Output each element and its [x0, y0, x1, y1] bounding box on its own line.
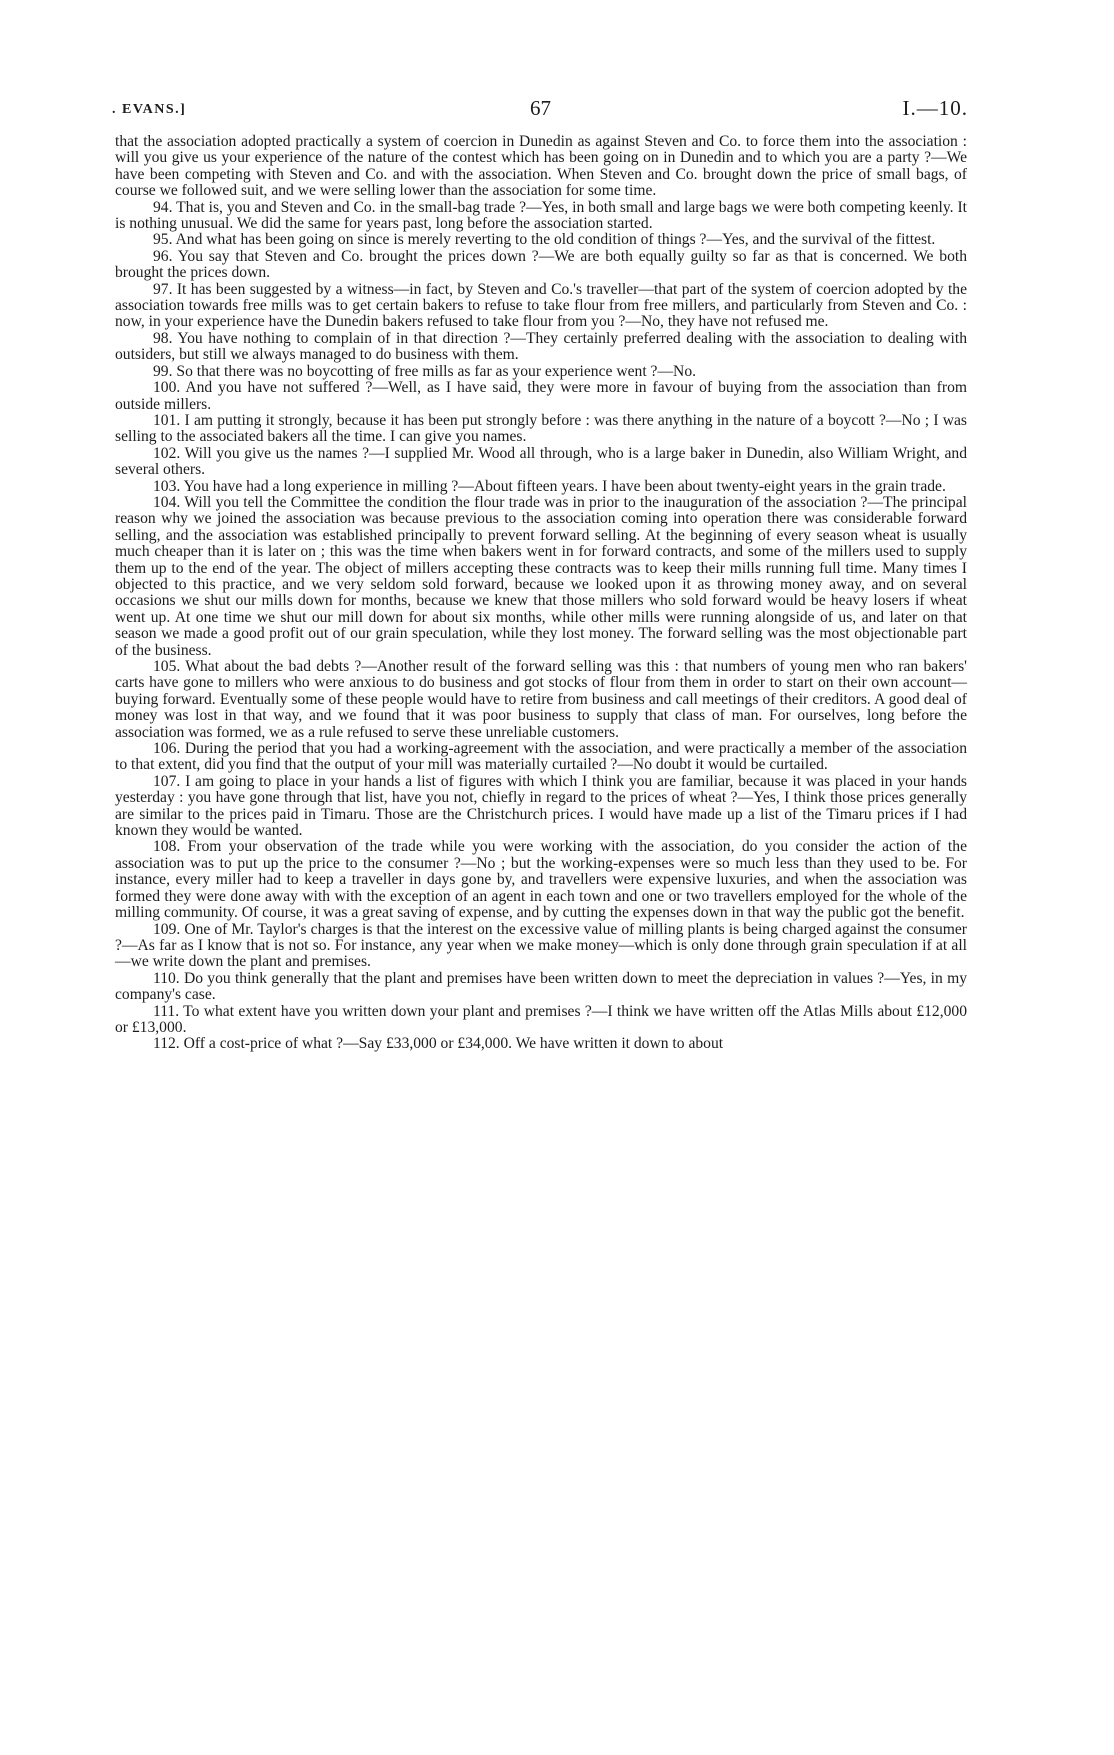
question-96: 96. You say that Steven and Co. brought the prices down ?—We are both equally guilty so far as that is concerned. We both brought the prices down.	[115, 247, 967, 282]
question-94: 94. That is, you and Steven and Co. in the small-bag trade ?—Yes, in both small and large bags we were both competing keenly. It is nothing unusual. We did the same for years past, long before the association started.	[115, 198, 967, 233]
question-105: 105. What about the bad debts ?—Another result of the forward selling was this : that numbers of young men who ran bakers' carts have gone to millers who were anxious to do business and got stocks of flour from them in order to start on their own account—buying forward. Eventually some of these people would have to retire from business and call meetings of their creditors. A good deal of money was lost in that way, and we found that it was poor business to supply that class of man. For ourselves, long before the association was formed, we as a rule refused to serve these unreliable customers.	[115, 658, 967, 741]
question-101: 101. I am putting it strongly, because it has been put strongly before : was there anything in the nature of a boycott ?—No ; I was selling to the associated bakers all the time. I can give you names.	[115, 411, 967, 446]
header-witness-name: . EVANS.]	[112, 102, 187, 117]
page-number: 67	[530, 96, 551, 120]
question-108: 108. From your observation of the trade while you were working with the association, do you consider the action of the association was to put up the price to the consumer ?—No ; but the working-expenses were so much less than they used to be. For instance, every miller had to keep a traveller in days gone by, and travellers were expensive luxuries, and when the association was formed they were done away with with the exception of an agent in each town and one or two travellers employed for the whole of the milling community. Of course, it was a great saving of expense, and by cutting the expenses down in that way the public got the benefit.	[115, 838, 967, 922]
question-97: 97. It has been suggested by a witness—in fact, by Steven and Co.'s traveller—that part of the system of coercion adopted by the association towards free mills was to get certain bakers to refuse to take flour from free millers, and particularly from Steven and Co. : now, in your experience have the Dunedin bakers refused to take flour from you ?—No, they have not refused me.	[115, 280, 967, 331]
document-reference: I.—10.	[902, 96, 968, 120]
paragraph-continued: that the association adopted practically a system of coercion in Dunedin as against Steven and Co. to force them into the association : will you give us your experience of the nature of the contest which has been going on in Dunedin and to which you are a party ?—We have been competing with Steven and Co. and with the association. When Steven and Co. brought down the price of small bags, of course we followed suit, and we were selling lower than the association for some time.	[115, 133, 967, 200]
question-102: 102. Will you give us the names ?—I supplied Mr. Wood all through, who is a large baker in Dunedin, also William Wright, and several others.	[115, 444, 967, 479]
question-106: 106. During the period that you had a working-agreement with the association, and were practically a member of the association to that extent, did you find that the output of your mill was materially curtailed ?—No doubt it would be curtailed.	[115, 740, 967, 774]
page-header	[112, 96, 968, 126]
question-103: 103. You have had a long experience in milling ?—About fifteen years. I have been about twenty-eight years in the grain trade.	[153, 477, 946, 495]
testimony-body	[115, 134, 967, 1053]
question-99: 99. So that there was no boycotting of free mills as far as your experience went ?—No.	[153, 362, 697, 380]
question-111: 111. To what extent have you written down your plant and premises ?—I think we have written off the Atlas Mills about £12,000 or £13,000.	[115, 1002, 967, 1036]
question-109: 109. One of Mr. Taylor's charges is that the interest on the excessive value of milling plants is being charged against the consumer ?—As far as I know that is not so. For instance, any year when we make money—which is only done through grain speculation if at all—we write down the plant and premises.	[115, 920, 967, 971]
question-104: 104. Will you tell the Committee the condition the flour trade was in prior to the inauguration of the association ?—The principal reason why we joined the association was because previous to the association coming into operation there was considerable forward selling, and the association was established principally to prevent forward selling. At the beginning of every season wheat is usually much cheaper than it is later on ; this was the time when bakers went in for forward contracts, and some of the millers used to supply them up to the end of the year. The object of millers accepting these contracts was to keep their mills running full time. Many times I objected to this practice, and we very seldom sold forward, because we looked upon it as throwing money away, and on several occasions we shut our mills down for months, because we knew that those millers who sold forward would be heavy losers if wheat went up. At one time we shut our mill down for about six months, while other mills were running alongside of us, and later on that season we made a good profit out of our grain speculation, while they lost money. The forward selling was the most objectionable part of the business.	[115, 493, 967, 659]
question-98: 98. You have nothing to complain of in that direction ?—They certainly preferred dealing with the association to dealing with outsiders, but still we always managed to do business with them.	[115, 329, 967, 364]
question-112: 112. Off a cost-price of what ?—Say £33,000 or £34,000. We have written it down to about	[153, 1035, 724, 1053]
question-100: 100. And you have not suffered ?—Well, as I have said, they were more in favour of buying from the association than from outside millers.	[115, 379, 967, 413]
question-95: 95. And what has been going on since is merely reverting to the old condition of things ?—Yes, and the survival of the fittest.	[153, 231, 936, 249]
question-107: 107. I am going to place in your hands a list of figures with which I think you are familiar, because it was placed in your hands yesterday : you have gone through that list, have you not, chiefly in regard to the prices of wheat ?—Yes, I think those prices generally are similar to the prices paid in Timaru. Those are the Christchurch prices. I would have made up a list of the Timaru prices if I had known they would be wanted.	[115, 772, 967, 840]
question-110: 110. Do you think generally that the plant and premises have been written down to meet the depreciation in values ?—Yes, in my company's case.	[115, 969, 967, 1004]
